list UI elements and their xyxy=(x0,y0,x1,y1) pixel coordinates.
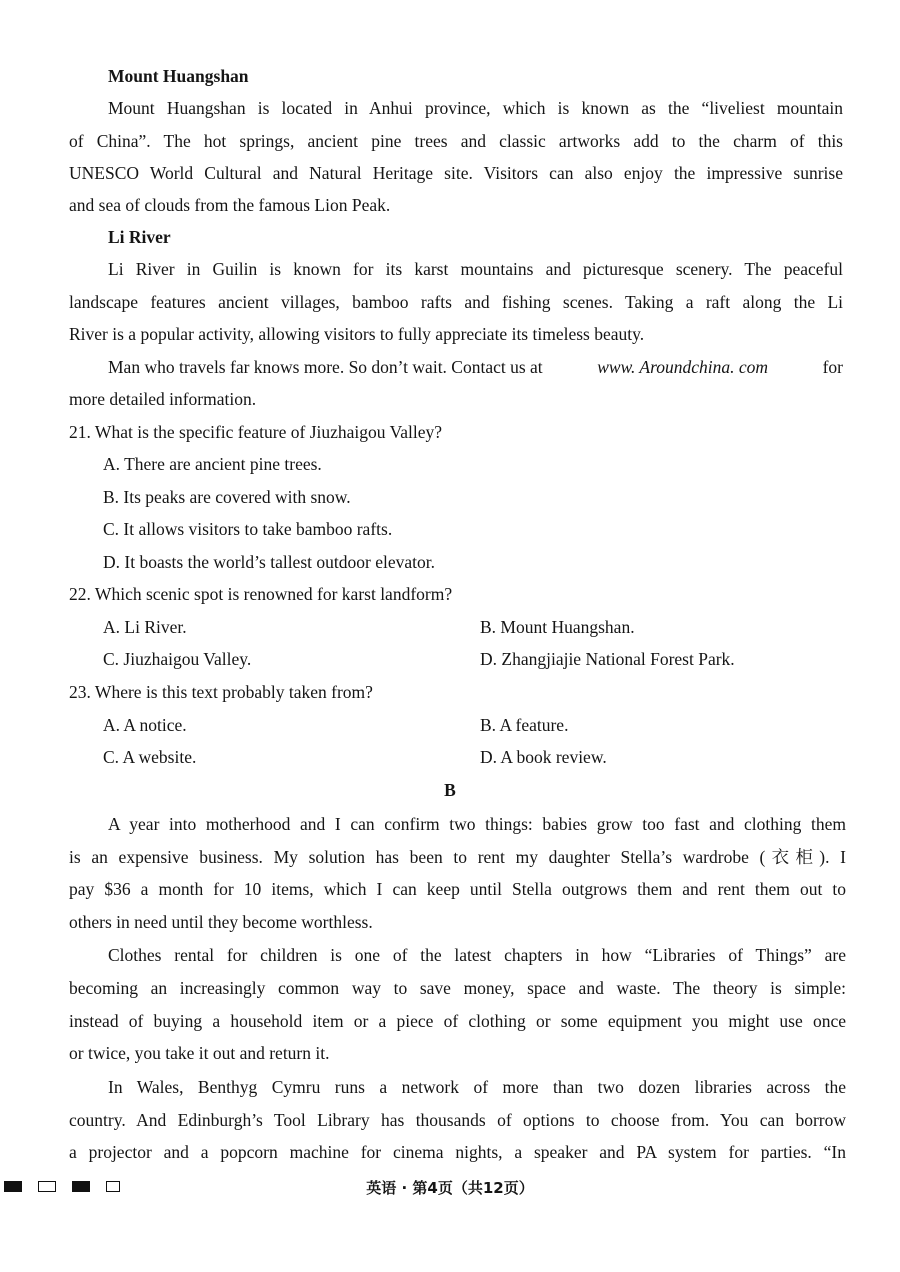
section-heading-huangshan: Mount Huangshan xyxy=(108,66,249,86)
question-stem-22: 22. Which scenic spot is renowned for karst landform? xyxy=(69,584,453,604)
paragraph-line: a projector and a popcorn machine for cinema nights, a speaker and PA system for parties. “In xyxy=(69,1142,846,1162)
option-21d[interactable]: D. It boasts the world’s tallest outdoor elevator. xyxy=(103,552,435,572)
option-22c[interactable]: C. Jiuzhaigou Valley. xyxy=(103,649,252,669)
option-23d[interactable]: D. A book review. xyxy=(480,747,607,767)
option-21b[interactable]: B. Its peaks are covered with snow. xyxy=(103,487,351,507)
paragraph-line: of China”. The hot springs, ancient pine trees and classic artworks add to the charm of this xyxy=(69,131,843,151)
option-22a[interactable]: A. Li River. xyxy=(103,617,187,637)
option-21a[interactable]: A. There are ancient pine trees. xyxy=(103,454,322,474)
paragraph-line: is an expensive business. My solution has been to rent my daughter Stella’s wardrobe (衣柜). I xyxy=(69,847,846,867)
option-22d[interactable]: D. Zhangjiajie National Forest Park. xyxy=(480,649,735,669)
closing-text: Man who travels far knows more. So don’t wait. Contact us at xyxy=(108,357,543,377)
website-link[interactable]: www. Aroundchina. com xyxy=(597,357,769,377)
paragraph-line: Mount Huangshan is located in Anhui province, which is known as the “liveliest mountain xyxy=(108,98,843,118)
paragraph-line: others in need until they become worthless. xyxy=(69,912,373,932)
paragraph-line: instead of buying a household item or a piece of clothing or some equipment you might use once xyxy=(69,1011,846,1031)
closing-line xyxy=(108,355,843,379)
paragraph-line: becoming an increasingly common way to save money, space and waste. The theory is simple: xyxy=(69,978,846,998)
question-stem-23: 23. Where is this text probably taken from? xyxy=(69,682,373,702)
paragraph-line: pay $36 a month for 10 items, which I can keep until Stella outgrows them and rent them out to xyxy=(69,879,846,899)
paragraph-line: landscape features ancient villages, bamboo rafts and fishing scenes. Taking a raft along the Li xyxy=(69,292,843,312)
question-stem-21: 21. What is the specific feature of Jiuzhaigou Valley? xyxy=(69,422,443,442)
option-23b[interactable]: B. A feature. xyxy=(480,715,569,735)
paragraph-line: UNESCO World Cultural and Natural Heritage site. Visitors can also enjoy the impressive sunrise xyxy=(69,163,843,183)
page-number-label: 英语 · 第4页（共12页） xyxy=(366,1179,534,1197)
option-22b[interactable]: B. Mount Huangshan. xyxy=(480,617,635,637)
paragraph-line: country. And Edinburgh’s Tool Library has thousands of options to choose from. You can borrow xyxy=(69,1110,846,1130)
option-23c[interactable]: C. A website. xyxy=(103,747,197,767)
section-label-b: B xyxy=(444,780,456,800)
closing-text-end: for xyxy=(822,357,843,377)
paragraph-line: more detailed information. xyxy=(69,389,257,409)
paragraph-line: Clothes rental for children is one of the latest chapters in how “Libraries of Things” are xyxy=(108,945,846,965)
paragraph-line: and sea of clouds from the famous Lion Peak. xyxy=(69,195,391,215)
paragraph-line: Li River in Guilin is known for its karst mountains and picturesque scenery. The peaceful xyxy=(108,259,843,279)
option-21c[interactable]: C. It allows visitors to take bamboo rafts. xyxy=(103,519,393,539)
paragraph-line: River is a popular activity, allowing visitors to fully appreciate its timeless beauty. xyxy=(69,324,645,344)
paragraph-line: or twice, you take it out and return it. xyxy=(69,1043,330,1063)
section-heading-li-river: Li River xyxy=(108,227,171,247)
paragraph-line: A year into motherhood and I can confirm two things: babies grow too fast and clothing them xyxy=(108,814,846,834)
option-23a[interactable]: A. A notice. xyxy=(103,715,187,735)
paragraph-line: In Wales, Benthyg Cymru runs a network of more than two dozen libraries across the xyxy=(108,1077,846,1097)
